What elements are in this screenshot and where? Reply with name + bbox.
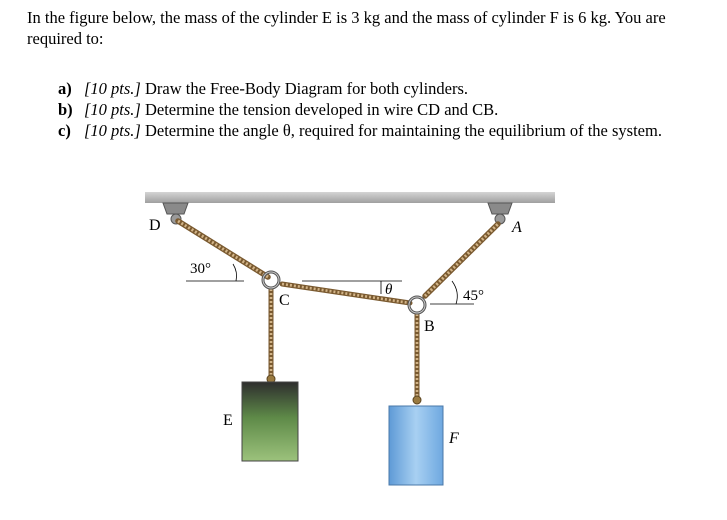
part-b-text: Determine the tension developed in wire CD and CB. <box>144 100 499 119</box>
part-b-points: [10 pts.] <box>84 100 141 119</box>
part-c-label: c) <box>58 121 71 140</box>
part-a-text: Draw the Free-Body Diagram for both cylinders. <box>144 79 469 98</box>
cylinder-f <box>389 406 443 485</box>
problem-intro: In the figure below, the mass of the cylinder E is 3 kg and the mass of cylinder F is 6 kg. You are required to: <box>27 8 666 48</box>
angle-label-30: 30° <box>190 261 211 277</box>
cylinder-e <box>242 382 298 461</box>
angle-arc-45 <box>452 281 457 304</box>
angle-label-theta: θ <box>385 282 393 298</box>
label-d: D <box>149 217 161 234</box>
label-e: E <box>223 412 233 429</box>
angle-label-45: 45° <box>463 288 484 304</box>
label-b: B <box>424 318 435 335</box>
support-a-bracket <box>488 203 512 224</box>
ring-c <box>263 272 279 288</box>
hook-f <box>413 396 421 404</box>
part-a-points: [10 pts.] <box>84 79 141 98</box>
part-c-points: [10 pts.] <box>84 121 141 140</box>
rope-ba <box>425 224 498 296</box>
label-a: A <box>512 219 522 236</box>
part-b-label: b) <box>58 100 73 119</box>
part-c-text: Determine the angle θ, required for maintaining the equilibrium of the system. <box>144 121 662 140</box>
ceiling-beam <box>145 192 555 203</box>
part-a-label: a) <box>58 79 72 98</box>
angle-arc-30 <box>233 264 237 281</box>
label-f: F <box>449 430 459 447</box>
label-c: C <box>279 292 290 309</box>
